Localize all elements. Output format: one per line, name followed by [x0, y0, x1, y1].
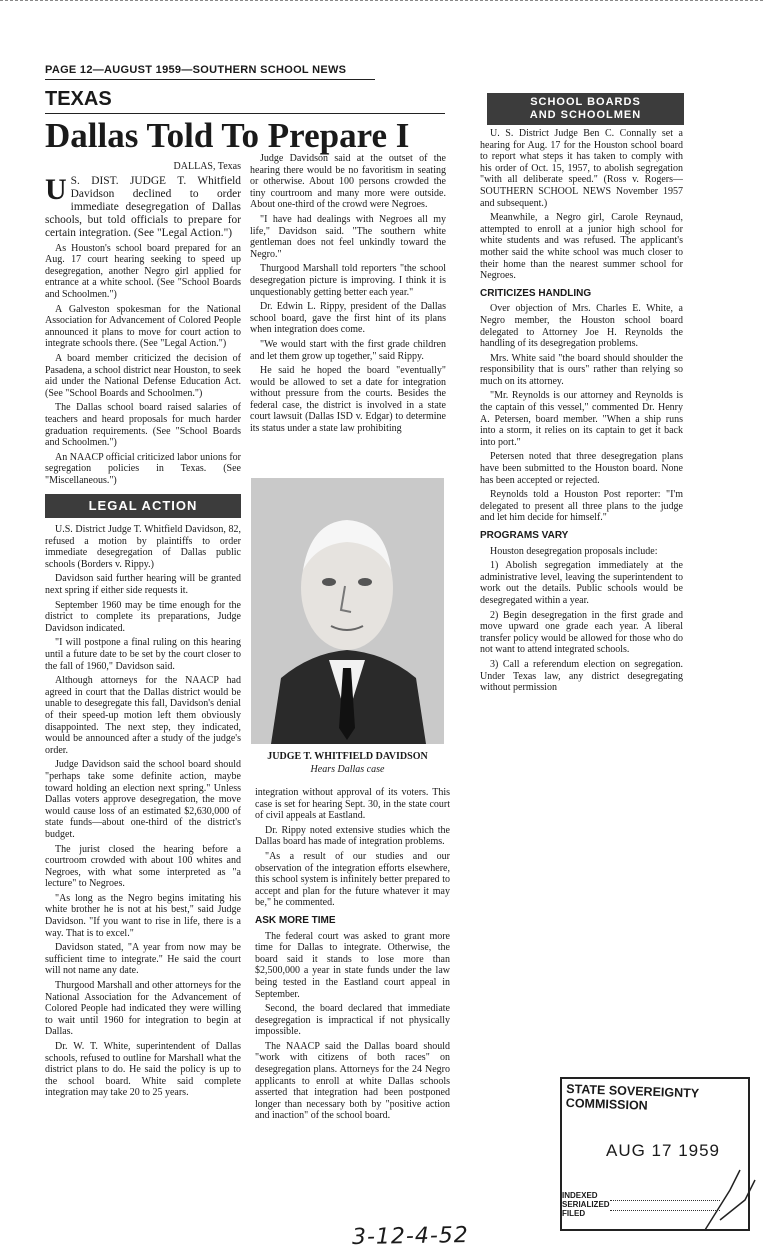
article-paragraph: Second, the board declared that immediate desegregation is impractical if not physically impossible. [255, 1003, 450, 1038]
criticizes-handling-heading: CRITICIZES HANDLING [480, 287, 592, 299]
photo-caption: JUDGE T. WHITFIELD DAVIDSON [267, 751, 428, 762]
board-paragraph: 3) Call a referendum election on segregation. Under Texas law, any district desegregating without permission [480, 658, 683, 694]
stamp-filed: FILED [562, 1209, 586, 1218]
legal-paragraph: The jurist closed the hearing before a courtroom crowded with about 100 whites and Negroes, with what some interpreted as "a lecture" to Negroes. [45, 843, 241, 890]
board-paragraph: Meanwhile, a Negro girl, Carole Reynaud, attempted to enroll at a junior high school for white students and was refused. The applicant's mother said the white school was much closer to their home than the nearest summer school for Negroes. [480, 212, 683, 282]
column-2-top [250, 153, 446, 475]
legal-paragraph: Thurgood Marshall and other attorneys for the National Association for the Advancement of Colored People had indicated they were willing to wait until 1960 for integration to begin at Dallas. [45, 980, 241, 1038]
column-3 [480, 128, 683, 793]
page-top-edge [0, 0, 763, 1]
article-paragraph: The federal court was asked to grant more time for Dallas to integrate. Otherwise, the board said it stands to lose more than $2,500,000 a year in state funds under the law being tested in the Eastland court appeal in September. [255, 930, 450, 1000]
state-label: TEXAS [45, 88, 112, 110]
article-paragraph: Judge Davidson said at the outset of the hearing there would be no favoritism in seating or otherwise. About 100 persons crowded the tiny courtroom and many more were outside. About one-third of the crowd were Negroes. [250, 153, 446, 211]
legal-paragraph: Davidson stated, "A year from now may be sufficient time to integrate." He said the court will not name any date. [45, 942, 241, 977]
legal-paragraph: Dr. W. T. White, superintendent of Dallas schools, refused to outline for Marshall what the district plans to do. He said the policy is up to the school board. White said complete integration may take 20 to 25 years. [45, 1041, 241, 1099]
legal-paragraph: "I will postpone a final ruling on this hearing until a future date to be set by the court closer to the fall of 1960," Davidson said. [45, 637, 241, 672]
article-paragraph: The NAACP said the Dallas board should "work with citizens of both races" on desegregation plans. Attorneys for the 24 Negro applicants to enroll at white Dallas schools asserted that integration had been postponed longer than necessary both by "positive action and inaction" of the school board. [255, 1040, 450, 1122]
page-folio: PAGE 12—AUGUST 1959—SOUTHERN SCHOOL NEWS [45, 64, 347, 76]
lead-text: S. DIST. JUDGE T. Whitfield Davidson declined to order immediate desegregation of Dallas schools, but told officials to prepare for certain integration. (See "Legal Action.") [45, 174, 241, 239]
article-paragraph: Dr. Edwin L. Rippy, president of the Dallas school board, gave the first hint of its plans when integration does come. [250, 301, 446, 336]
board-paragraph: Houston desegregation proposals include: [490, 545, 658, 557]
summary-paragraph: As Houston's school board prepared for an Aug. 17 court hearing seeking to speed up desegregation, another Negro girl applied for entrance at a white school. (See "School Boards and Schoolmen.") [45, 242, 241, 300]
programs-vary-heading: PROGRAMS VARY [480, 530, 569, 541]
article-paragraph: integration without approval of its voters. This case is set for hearing Sept. 30, in the state court of civil appeals at Eastland. [255, 787, 450, 822]
handwritten-file-number: 3-12-4-52 [351, 1222, 470, 1251]
legal-paragraph: Davidson said further hearing will be granted next spring if either side requests it. [45, 573, 241, 597]
article-paragraph: "I have had dealings with Negroes all my life," Davidson said. "The southern white gentleman does not feel unkindly toward the Negro." [250, 213, 446, 260]
summary-paragraph: An NAACP official criticized labor unions for segregation policies in Texas. (See "Miscellaneous.") [45, 451, 241, 486]
legal-paragraph: Although attorneys for the NAACP had agreed in court that the Dallas district would be unable to desegregate this fall, Davidson's denial of their speed-up motion left them obviously disappointed. The next step, they indicated, would be announced after a study of the judge's order. [45, 675, 241, 756]
judge-photo [251, 478, 444, 744]
legal-paragraph: Judge Davidson said the school board should "perhaps take some definite action, maybe toward holding an election next spring." Unless Dallas voters approve desegregation, the move would cause loss of an estimated $2,630,000 of state funds—about one-third of the district's budget. [45, 759, 241, 840]
summary-paragraph: A board member criticized the decision of Pasadena, a school district near Houston, to seek aid under the National Defense Education Act. (See "School Boards and Schoolmen.") [45, 352, 241, 399]
stamp-date: AUG 17 1959 [606, 1141, 721, 1160]
article-paragraph: "We would start with the first grade children and let them grow up together," said Rippy. [250, 338, 446, 362]
stamp-indexed: INDEXED [562, 1191, 598, 1200]
board-paragraph: Reynolds told a Houston Post reporter: "I'm delegated to present all three plans to the judge and let him decide for himself." [480, 489, 683, 524]
summary-paragraph: A Galveston spokesman for the National Association for Advancement of Colored People announced it plans to move for court action to integrate schools there. (See "Legal Action.") [45, 303, 241, 350]
article-paragraph: "As a result of our studies and our observation of the integration efforts elsewhere, this school system is infinitely better prepared to accept and plan for the future whatever it may be," he commented. [255, 850, 450, 909]
legal-paragraph: "As long as the Negro begins imitating his white brother he is not at his best," said Judge Davidson. "If you want to rise in life, there is a way. That is to excel." [45, 892, 241, 939]
board-paragraph: "Mr. Reynolds is our attorney and Reynolds is the captain of this vessel," commented Dr. Henry A. Petersen, board member. "When a ship runs into a storm, it relies on its captain to get it back into port." [480, 390, 683, 448]
board-paragraph: Petersen noted that three desegregation plans have been submitted to the Houston board. None has been accepted or rejected. [480, 451, 683, 486]
column-2-bottom [255, 787, 450, 1177]
banner-line-1: SCHOOL BOARDS [530, 96, 641, 108]
stamp-serialized: SERIALIZED [562, 1200, 610, 1209]
board-paragraph: Over objection of Mrs. Charles E. White, a Negro member, the Houston school board delegated to Attorney Joe H. Reynolds the handling of its desegregation problems. [480, 303, 683, 350]
photo-subcaption: Hears Dallas case [310, 764, 385, 775]
signature-scribble [700, 1160, 760, 1240]
column-1 [45, 161, 241, 1251]
board-paragraph: 1) Abolish segregation immediately at the administrative level, leaving the superintendent to work out the details. Public schools would be desegregated within a year. [480, 560, 683, 606]
judge-portrait-figure [251, 478, 444, 744]
legal-action-banner: LEGAL ACTION [45, 494, 241, 518]
board-paragraph: U. S. District Judge Ben C. Connally set a hearing for Aug. 17 for the Houston school board to report what steps it has taken to comply with his order of Oct. 15, 1957, to abolish segregation "with all deliberate speed." (Ross v. Rogers—SOUTHERN SCHOOL NEWS November 1957 and subsequent.) [480, 128, 683, 209]
legal-paragraph: U.S. District Judge T. Whitfield Davidson, 82, refused a motion by plaintiffs to order immediate desegregation of Dallas public schools (Borders v. Rippy.) [45, 524, 241, 570]
folio-rule [45, 79, 375, 80]
ask-more-time-heading: ASK MORE TIME [255, 914, 336, 926]
summary-paragraph: The Dallas school board raised salaries of teachers and heard proposals for much harder graduation requirements. (See "School Boards and Schoolmen.") [45, 402, 241, 449]
banner-line-2: AND SCHOOLMEN [529, 109, 642, 121]
board-paragraph: Mrs. White said "the board should shoulder the responsibility that is ours" rather than relying so much on its attorney. [480, 352, 683, 387]
legal-paragraph: September 1960 may be time enough for the district to complete its preparations, Judge Davidson indicated. [45, 599, 241, 634]
school-boards-banner [487, 93, 684, 125]
headline: Dallas Told To Prepare I [45, 116, 410, 155]
lead-paragraph [45, 172, 241, 240]
stamp-title: STATE SOVEREIGNTY COMMISSION [565, 1081, 700, 1113]
dateline: DALLAS, Texas [173, 161, 241, 172]
article-paragraph: Thurgood Marshall told reporters "the school desegregation picture is improving. I think it is unquestionably getting better each year." [250, 263, 446, 298]
article-paragraph: Dr. Rippy noted extensive studies which the Dallas board has made of integration problems. [255, 824, 450, 848]
board-paragraph: 2) Begin desegregation in the first grade and move upward one grade each year. A liberal transfer policy would be allowed for those who do not want to attend integrated schools. [480, 609, 683, 656]
article-paragraph: He said he hoped the board "eventually" would be allowed to set a date for integration without pressure from the courts. Besides the federal case, the district is involved in a state court lawsuit (Dallas ISD v. Edgar) to determine its status under a state law prohibiting [250, 365, 446, 435]
drop-cap: U [45, 172, 67, 206]
